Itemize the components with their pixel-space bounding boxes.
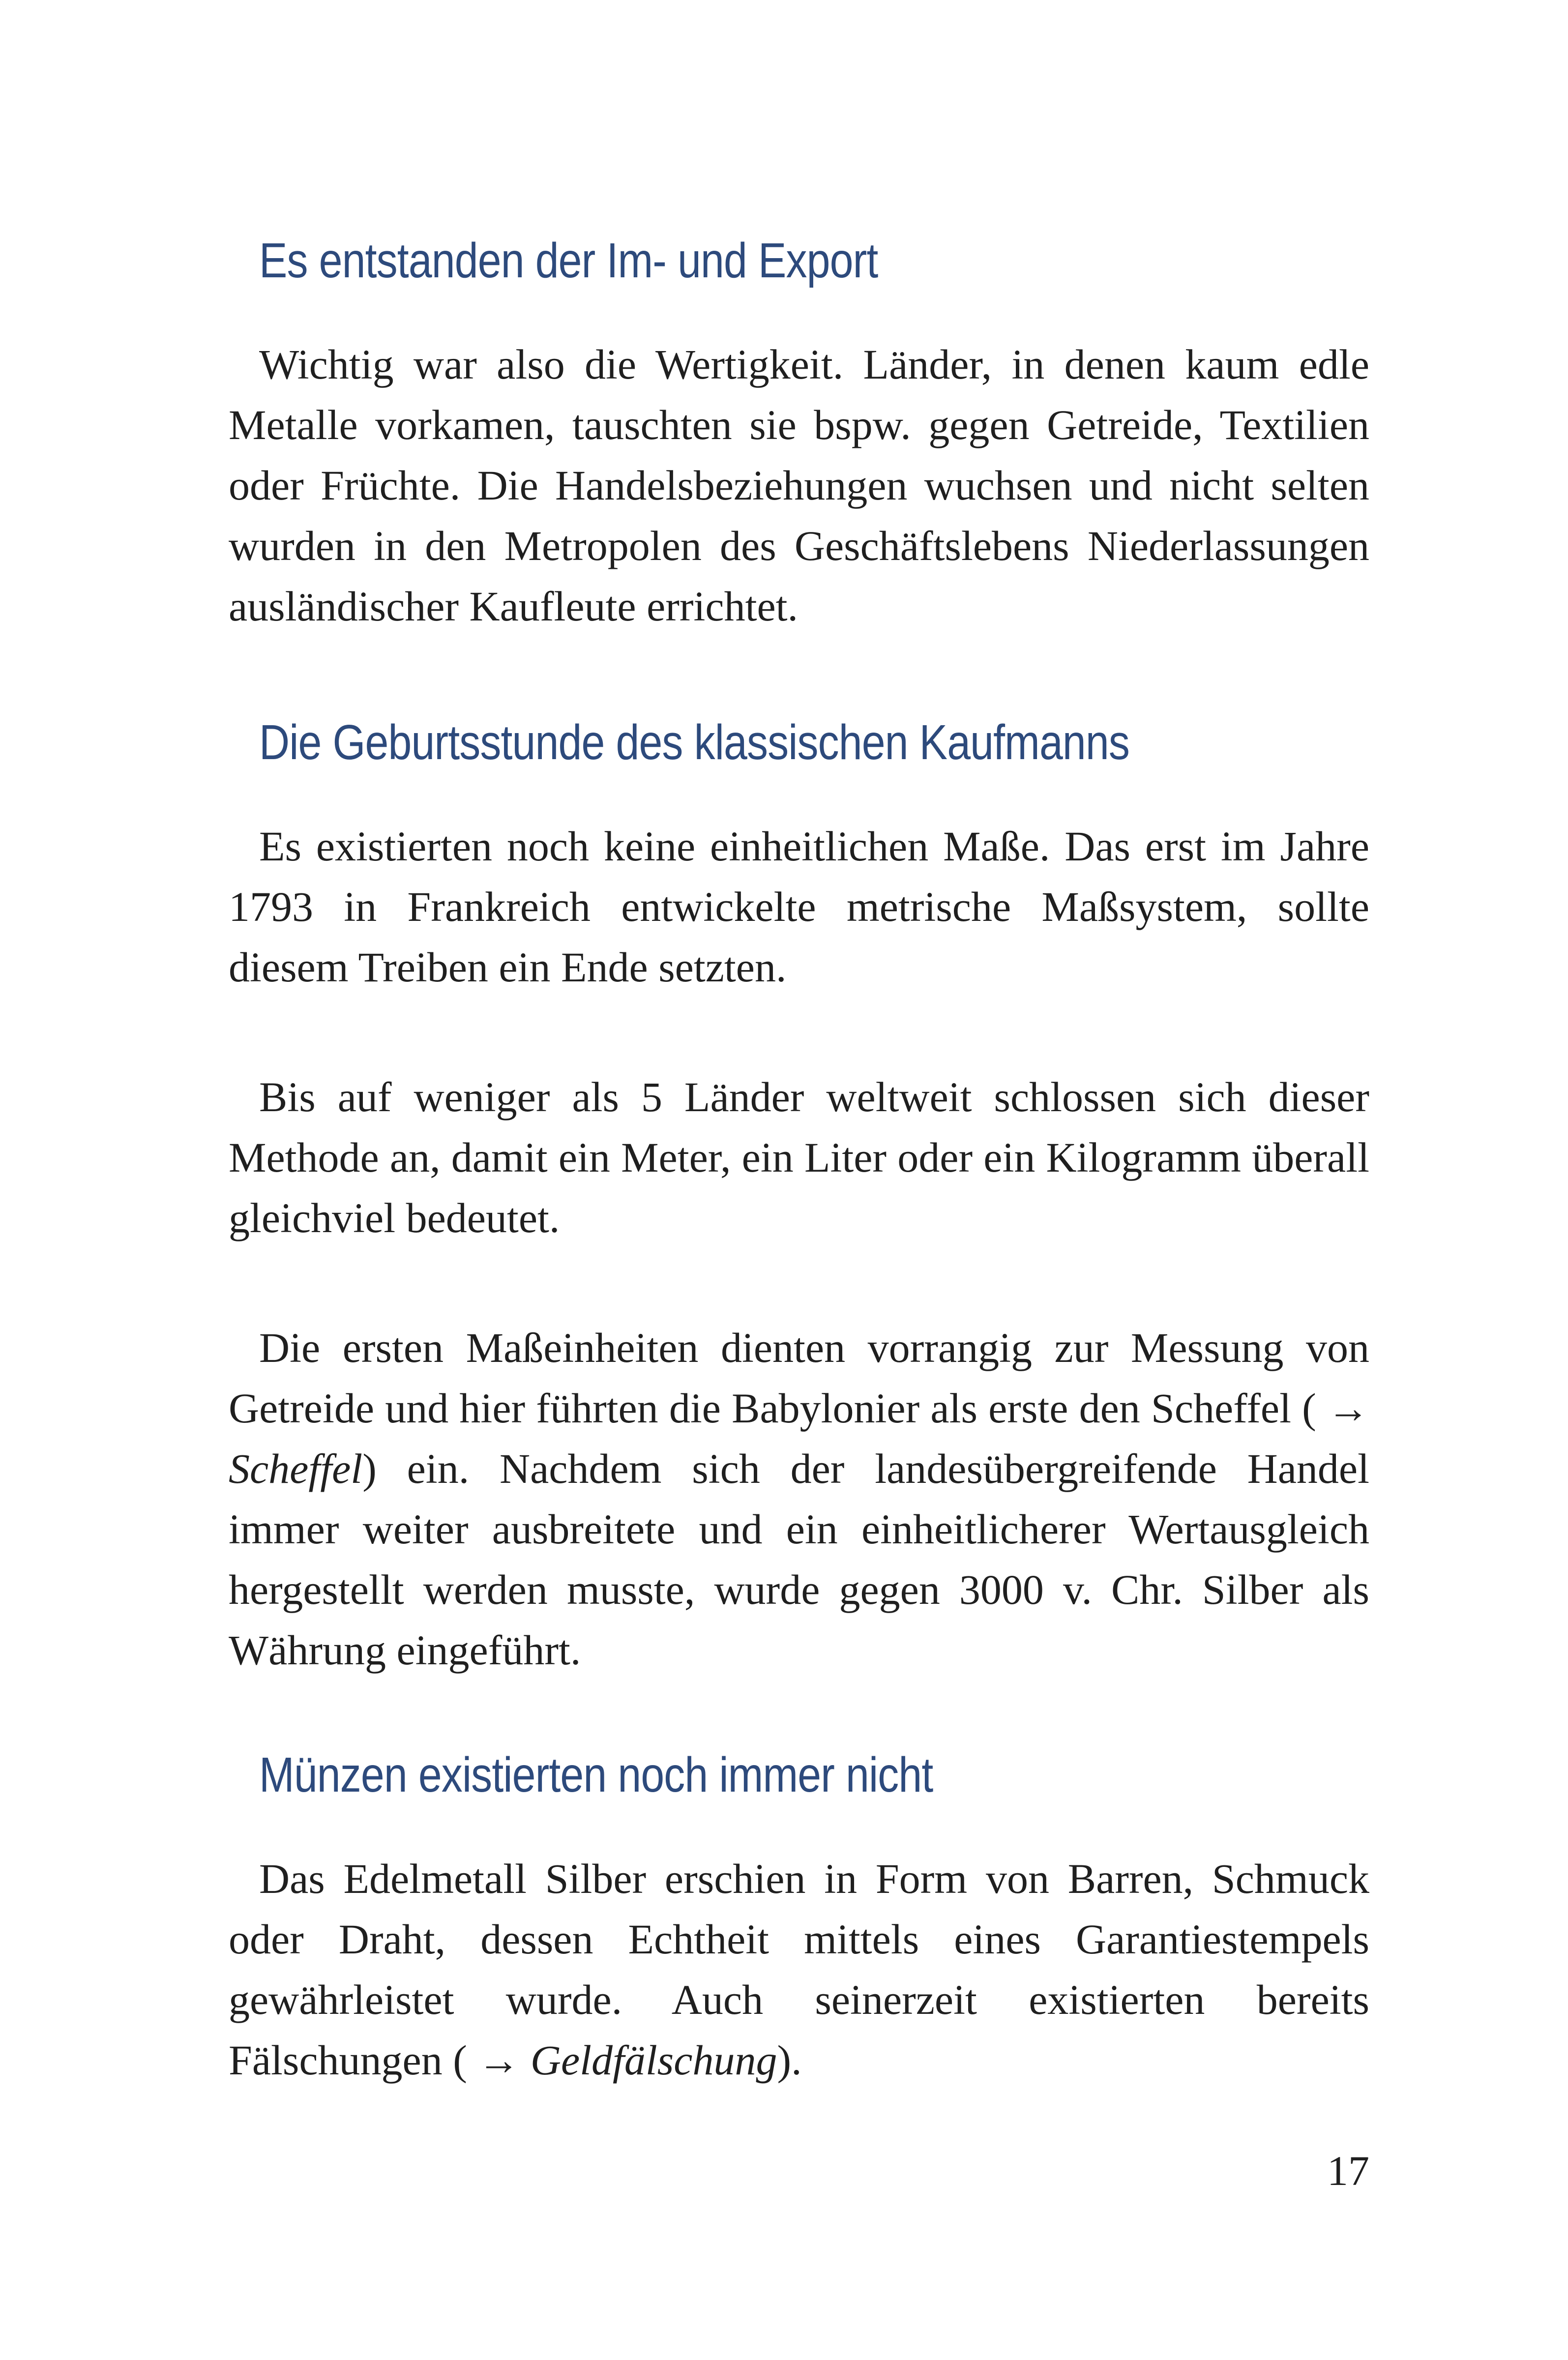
paragraph-laender: Bis auf weniger als 5 Länder weltweit schlossen sich dieser Methode an, damit ein Meter, ein Liter oder ein Kilogramm überall gleichviel bedeutet. xyxy=(229,1073,1369,1241)
paragraph-wertigkeit: Wichtig war also die Wertigkeit. Länder, in denen kaum edle Metalle vorkamen, tauschten sie bspw. gegen Getreide, Textilien oder Früchte. Die Handelsbeziehungen wuchsen und nicht selten wurden in den Metropolen des Geschäftslebens Niederlassungen ausländischer Kaufleute errichtet. xyxy=(229,341,1369,630)
cross-reference-geldfaelschung[interactable]: Geldfälschung xyxy=(530,2036,777,2084)
paragraph-silber xyxy=(229,1849,1369,2091)
section-heading-muenzen: Münzen existierten noch immer nicht xyxy=(259,1747,933,1802)
paragraph-text: Das Edelmetall Silber erschien in Form von Barren, Schmuck oder Draht, dessen Echtheit mittels eines Garantiestempels gewährleistet wurde. Auch seinerzeit existierten bereits Fälschungen ( → xyxy=(229,1855,1369,2084)
paragraph-masse: Es existierten noch keine einheitlichen Maße. Das erst im Jahre 1793 in Frankreich entwickelte metrische Maßsystem, sollte diesem Treiben ein Ende setzten. xyxy=(229,823,1369,991)
section-heading-kaufmann: Die Geburtsstunde des klassischen Kaufmanns xyxy=(259,715,1129,770)
paragraph-text: Die ersten Maßeinheiten dienten vorrangig zur Messung von Getreide und hier führten die Babylonier als erste den Scheffel ( → xyxy=(229,1324,1369,1432)
page-number: 17 xyxy=(1327,2147,1369,2194)
paragraph-text: ). xyxy=(777,2036,802,2084)
cross-reference-scheffel[interactable]: Scheffel xyxy=(229,1445,363,1492)
paragraph-scheffel xyxy=(229,1318,1369,1681)
paragraph-text: ) ein. Nachdem sich der landesübergreifende Handel immer weiter ausbreitete und ein einheitlicherer Wertausgleich hergestellt werden musste, wurde gegen 3000 v. Chr. Silber als Währung eingeführt. xyxy=(229,1445,1369,1674)
section-heading-import-export: Es entstanden der Im- und Export xyxy=(259,233,878,288)
